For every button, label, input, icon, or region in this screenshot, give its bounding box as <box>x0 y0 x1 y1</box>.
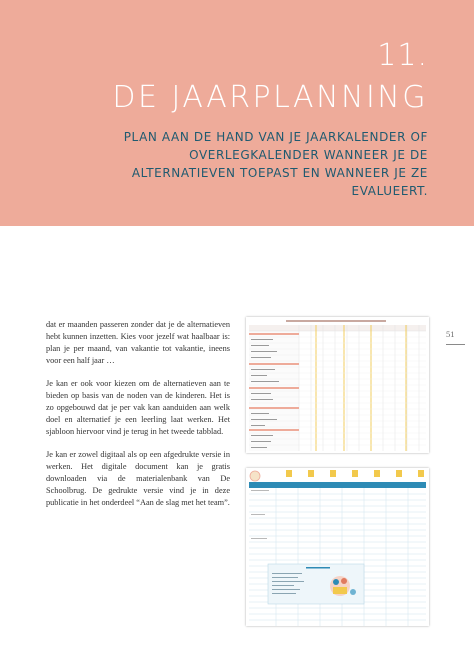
paragraph: Je kan er zowel digitaal als op een afgedrukte versie in werken. Het digitale document kan je gratis downloaden via de materialenbank van De Schoolbrug. De gedrukte versie vind je in deze publicatie in het onderdeel “Aan de slag met het team”. <box>46 450 230 507</box>
page-number-rule <box>446 344 465 345</box>
student-template-sheet-drawing <box>246 468 429 626</box>
student-template-sheet-image <box>246 468 429 626</box>
chapter-header-band <box>0 0 474 226</box>
chapter-title: DE JAARPLANNING <box>112 80 428 115</box>
page-number: 51 <box>446 329 455 339</box>
paragraph: dat er maanden passeren zonder dat je de alternatieven hebt kunnen inzetten. Kies voor jezelf wat haalbaar is: plan je per maand, van vakantie tot vakantie, ineens voor een half jaar … <box>46 320 230 365</box>
chapter-number: 11. <box>377 38 428 73</box>
paragraph: Je kan er ook voor kiezen om de alternatieven aan te bieden op basis van de noden van de kinderen. Het is zo opgebouwd dat je per vak kan aanduiden aan welk doel en alternatief je een leerling laat werken. Het sjabloon hiervoor vind je terug in het tweede tabblad. <box>46 379 230 436</box>
year-planning-sheet-image <box>246 317 429 453</box>
chapter-subtitle: PLAN AAN DE HAND VAN JE JAARKALENDER OF OVERLEGKALENDER WANNEER JE DE ALTERNATIEVEN TOEPAST EN WANNEER JE ZE EVALUEERT. <box>123 130 428 198</box>
year-planning-sheet-drawing <box>246 317 429 453</box>
body-text <box>46 319 230 520</box>
